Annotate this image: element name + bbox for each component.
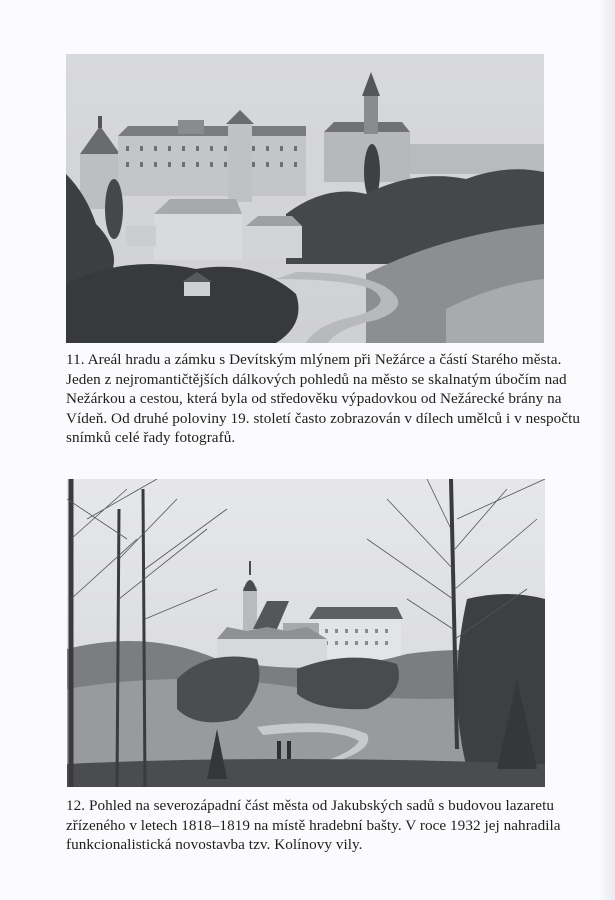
- figure-12-photo: [67, 479, 545, 787]
- figure-12-caption: [66, 796, 561, 855]
- caption-line: zřízeného v letech 1818–1819 na místě hradební bašty. V roce 1932 jej nahradila: [66, 816, 561, 834]
- caption-line: funkcionalistická novostavba tzv. Kolínovy vily.: [66, 836, 363, 854]
- caption-line: snímků celé řady fotografů.: [66, 429, 236, 447]
- figure-11-caption: [66, 350, 581, 448]
- caption-line: Nežárkou a cestou, která byla od středověku výpadovkou od Nežárecké brány na: [66, 390, 562, 408]
- page-edge-shadow: [601, 0, 615, 900]
- park-town-view-image: [67, 479, 545, 787]
- caption-line: 11. Areál hradu a zámku s Devítským mlýnem při Nežárce a částí Starého města.: [66, 351, 562, 368]
- figure-11-photo: [66, 54, 544, 343]
- caption-line: Vídeň. Od druhé poloviny 19. století často zobrazován v dílech umělců i v nespočtu: [66, 409, 581, 427]
- caption-line: 12. Pohled na severozápadní část města od Jakubských sadů s budovou lazaretu: [66, 797, 554, 814]
- castle-landscape-image: [66, 54, 544, 343]
- caption-line: Jeden z nejromantičtějších dálkových pohledů na město se skalnatým úbočím nad: [66, 370, 567, 388]
